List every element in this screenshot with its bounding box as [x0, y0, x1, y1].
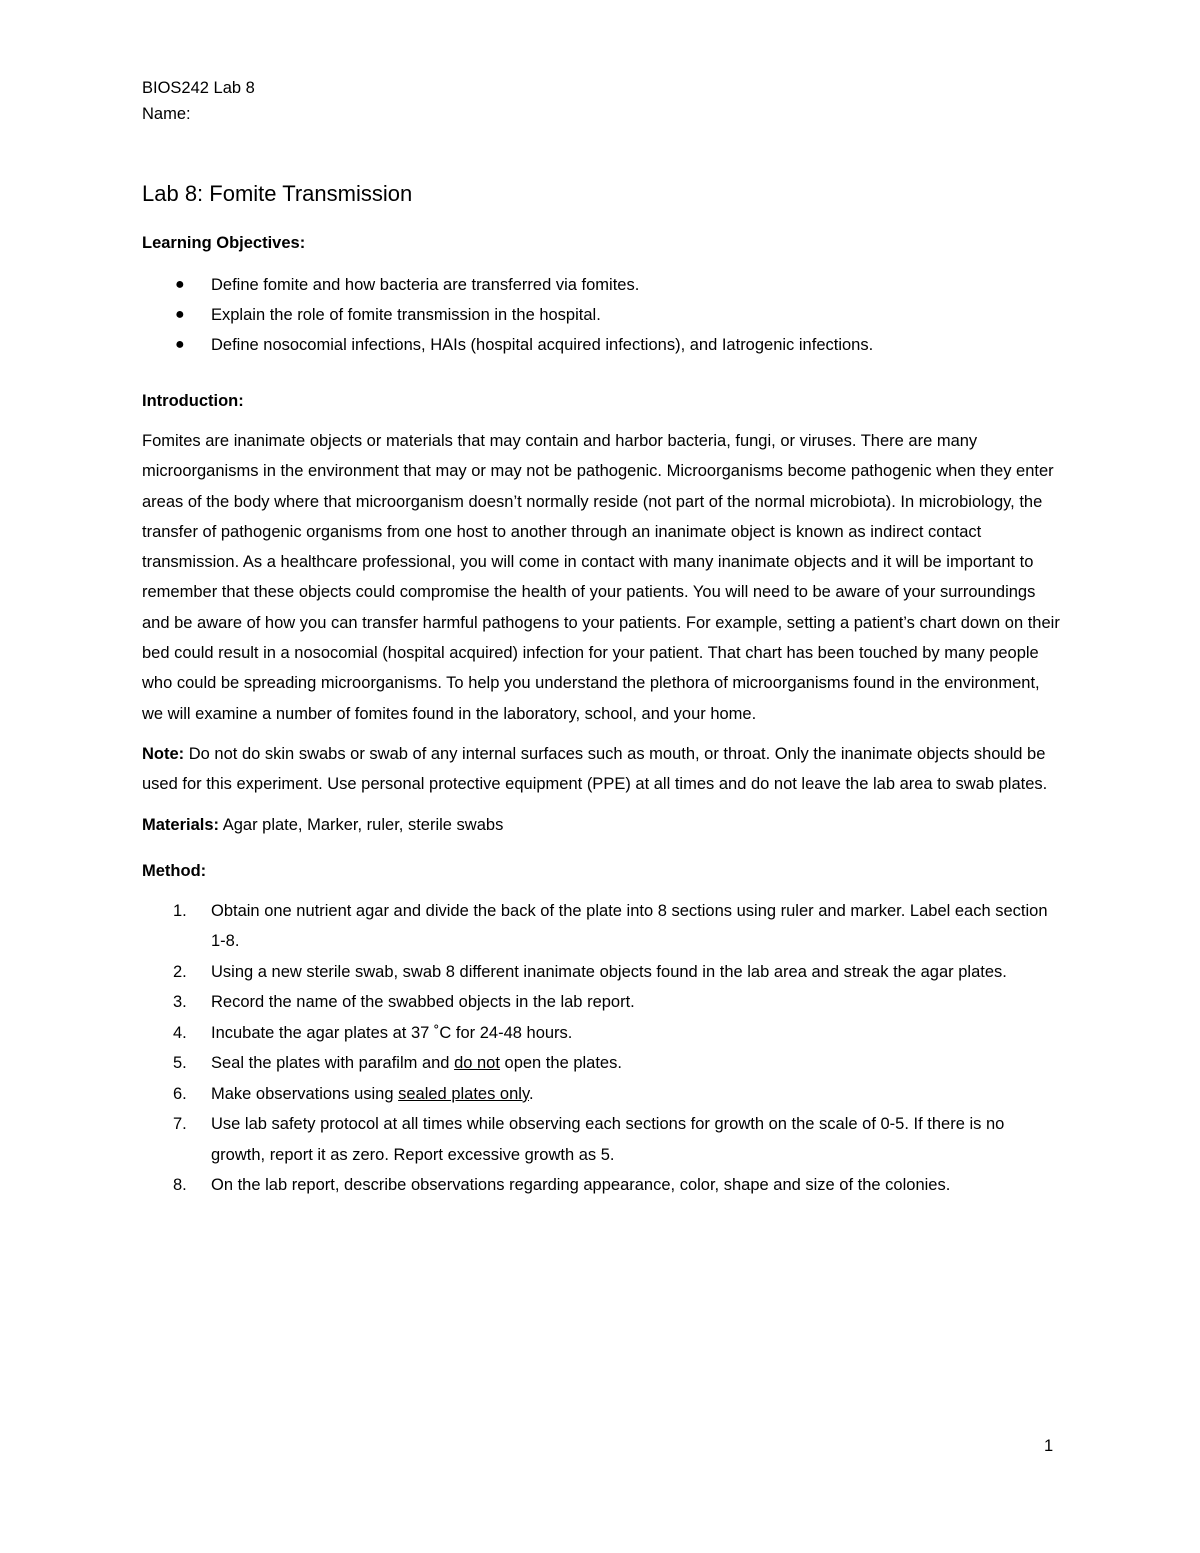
- method-steps-list: [142, 896, 1062, 1201]
- step-text-pre: Make observations using: [211, 1084, 399, 1103]
- step-text: Obtain one nutrient agar and divide the back of the plate into 8 sections using ruler and marker. Label each section 1-8.: [211, 901, 1048, 951]
- step-text-post: .: [528, 1084, 534, 1103]
- list-item: [142, 1079, 1062, 1110]
- introduction-paragraph: Fomites are inanimate objects or materials that may contain and harbor bacteria, fungi, or viruses. There are many microorganisms in the environment that may or may not be pathogenic. Microorganisms become pathogenic when they enter areas of the body where that microorganism doesn’t normally reside (not part of the normal microbiota). In microbiology, the transfer of pathogenic organisms from one host to another through an inanimate object is known as indirect contact transmission. As a healthcare professional, you will come in contact with many inanimate objects and it will be important to remember that these objects could compromise the health of your patients. You will need to be aware of your surroundings and be aware of how you can transfer harmful pathogens to your patients. For example, setting a patient’s chart down on their bed could result in a nosocomial (hospital acquired) infection for your patient. That chart has been touched by many people who could be spreading microorganisms. To help you understand the plethora of microorganisms found in the environment, we will examine a number of fomites found in the laboratory, school, and your home.: [142, 432, 1060, 723]
- learning-objectives-heading: Learning Objectives:: [142, 234, 306, 252]
- step-text-post: open the plates.: [499, 1054, 622, 1073]
- list-item: [142, 1048, 1062, 1079]
- name-label: Name:: [142, 105, 191, 123]
- introduction-heading: Introduction:: [142, 392, 244, 410]
- objective-text: Define fomite and how bacteria are transferred via fomites.: [211, 276, 640, 294]
- list-item: [142, 1170, 1062, 1201]
- note-paragraph: [142, 739, 1062, 800]
- materials-label: Materials:: [142, 815, 220, 834]
- materials-paragraph: [142, 810, 1062, 840]
- bullet-icon: ●: [175, 336, 185, 353]
- underlined-text: sealed plates only: [398, 1084, 529, 1103]
- list-item: [142, 300, 1062, 330]
- step-number: 7.: [173, 1115, 187, 1134]
- step-text: [211, 1054, 622, 1072]
- list-item: [142, 1018, 1062, 1049]
- step-text-pre: Seal the plates with parafilm and: [211, 1054, 455, 1073]
- step-number: 6.: [173, 1084, 187, 1103]
- step-text: Using a new sterile swab, swab 8 different inanimate objects found in the lab area and streak the agar plates.: [211, 962, 1007, 981]
- step-text: Record the name of the swabbed objects in the lab report.: [211, 993, 635, 1012]
- list-item: [142, 896, 1062, 957]
- learning-objectives-list: [142, 270, 1062, 360]
- step-text: [211, 1085, 534, 1103]
- materials-text: Agar plate, Marker, ruler, sterile swabs: [219, 815, 504, 834]
- bullet-icon: ●: [175, 276, 185, 293]
- step-number: 2.: [173, 962, 187, 981]
- list-item: [142, 1109, 1062, 1170]
- step-number: 8.: [173, 1176, 187, 1195]
- underlined-text: do not: [454, 1054, 500, 1073]
- page-number: 1: [1044, 1437, 1054, 1455]
- step-number: 3.: [173, 993, 187, 1012]
- bullet-icon: ●: [175, 306, 185, 323]
- step-text: Incubate the agar plates at 37 ˚C for 24-48 hours.: [211, 1023, 573, 1042]
- document-title: Lab 8: Fomite Transmission: [142, 181, 413, 206]
- step-text: On the lab report, describe observations regarding appearance, color, shape and size of the colonies.: [211, 1176, 951, 1195]
- objective-text: Explain the role of fomite transmission in the hospital.: [211, 306, 601, 324]
- list-item: [142, 330, 1062, 360]
- list-item: [142, 987, 1062, 1018]
- list-item: [142, 270, 1062, 300]
- step-number: 4.: [173, 1023, 187, 1042]
- page-content: [142, 75, 1062, 1201]
- note-text: Do not do skin swabs or swab of any internal surfaces such as mouth, or throat. Only the inanimate objects should be used for this experiment. Use personal protective equipment (PPE) at all times and do not leave the lab area to swab plates.: [142, 744, 1048, 794]
- note-label: Note:: [142, 744, 185, 763]
- step-number: 1.: [173, 901, 187, 920]
- method-heading: Method:: [142, 861, 207, 880]
- objective-text: Define nosocomial infections, HAIs (hospital acquired infections), and Iatrogenic infections.: [211, 336, 874, 354]
- course-header: BIOS242 Lab 8: [142, 79, 255, 97]
- step-number: 5.: [173, 1054, 187, 1073]
- list-item: [142, 957, 1062, 988]
- step-text: Use lab safety protocol at all times while observing each sections for growth on the scale of 0-5. If there is no growth, report it as zero. Report excessive growth as 5.: [211, 1115, 1005, 1164]
